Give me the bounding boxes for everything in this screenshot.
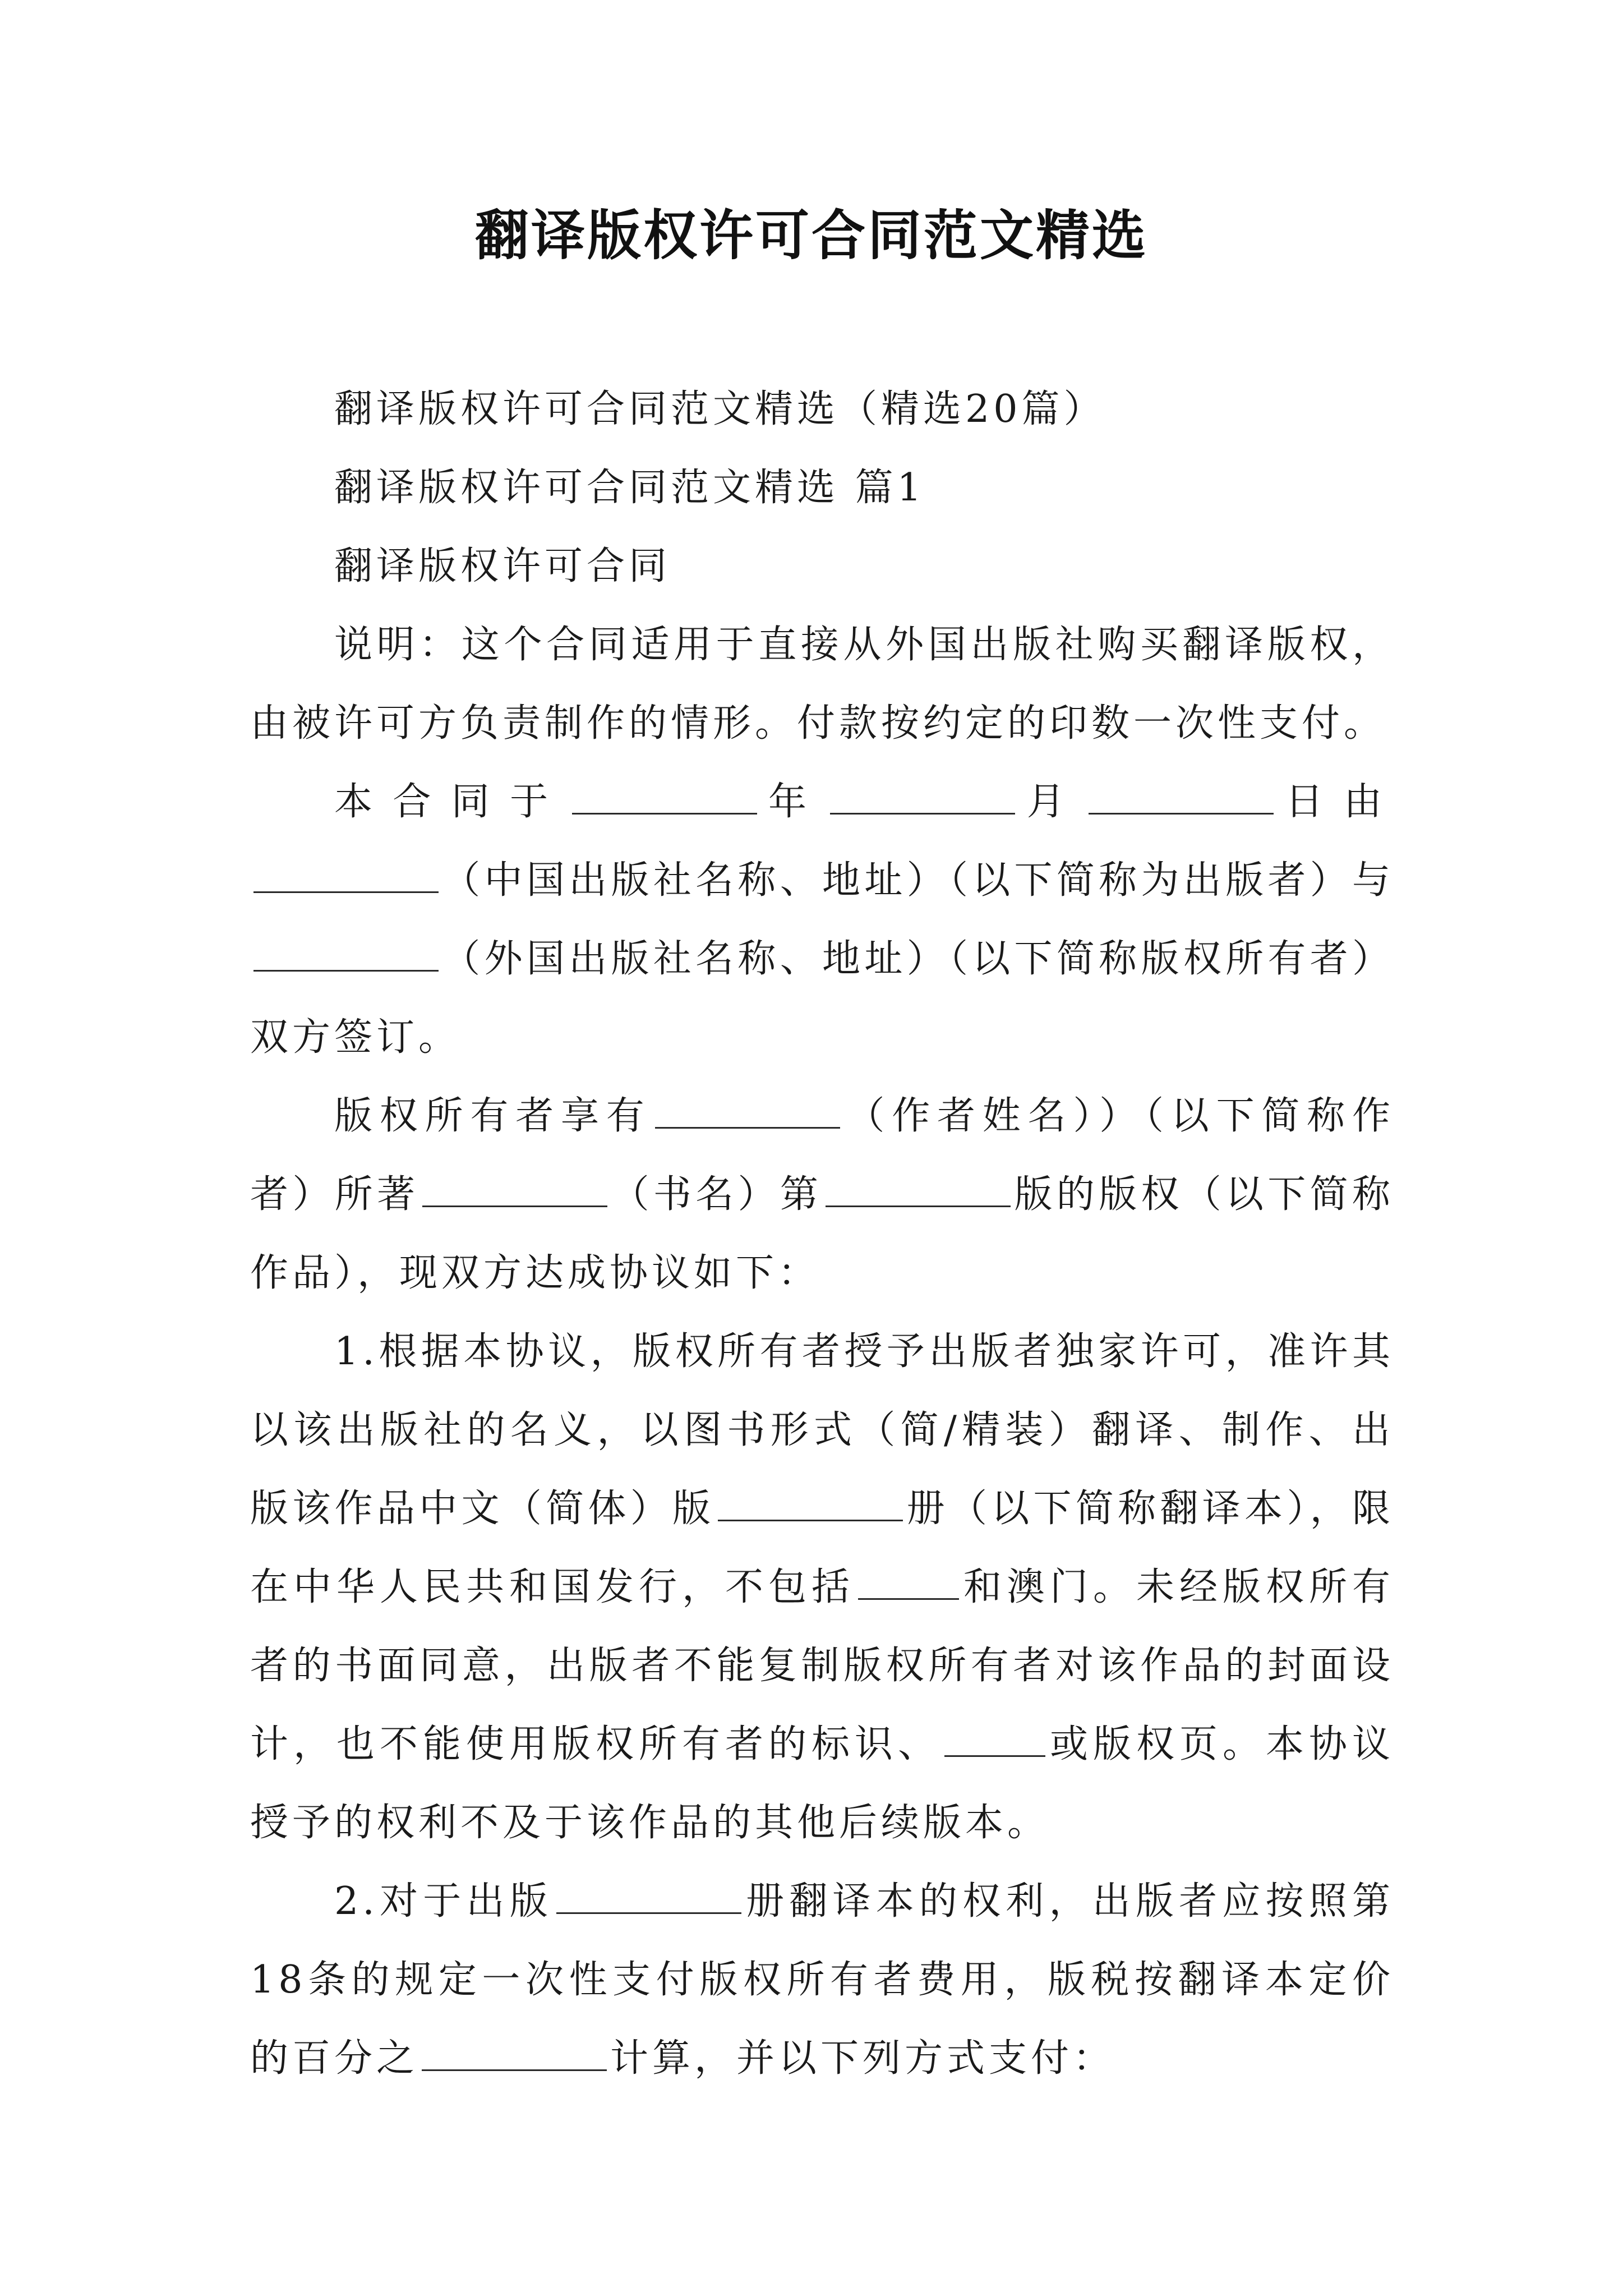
text-clause-2-b: 册翻译本的权利，出版者应按照第18条的规定一次性支付版权所有者费用，版税按翻译本定价的百分之 [250, 1879, 1394, 2081]
text-clause-1-c: 和澳门。未经版权所有者的书面同意，出版者不能复制版权所有者对该作品的封面设计，也不能使用版权所有者的标识、 [250, 1565, 1394, 1766]
text-year: 年 [760, 780, 827, 824]
text-chinese-publisher-note: （中国出版社名称、地址）（以下简称为出版者）与 [442, 858, 1394, 903]
text-author-note: （作者姓名））（以下简称作者）所著 [250, 1094, 1394, 1217]
paragraph-clause-2 [250, 1862, 1394, 2098]
text-owner-intro: 版权所有者享有 [334, 1094, 652, 1138]
text-edition-note: 版的版权（以下简称作品），现双方达成协议如下： [250, 1172, 1394, 1295]
document-body [250, 370, 1394, 2098]
blank-book-title [422, 1173, 607, 1207]
text-clause-1-b: 册（以下简称翻译本），限在中华人民共和国发行，不包括 [250, 1487, 1394, 1609]
paragraph-collection-title: 翻译版权许可合同范文精选（精选20篇） [334, 387, 1106, 431]
blank-print-run [556, 1880, 741, 1914]
text-foreign-publisher-note: （外国出版社名称、地址）（以下简称版权所有者）双方签订。 [250, 937, 1394, 1060]
blank-excluded-region [858, 1566, 959, 1600]
blank-royalty-percent [422, 2037, 607, 2071]
text-contract-date-intro: 本合同于 [334, 780, 569, 824]
document-title: 翻译版权许可合同范文精选 [475, 204, 1148, 267]
blank-month [830, 780, 1015, 815]
text-book-note: （书名）第 [611, 1172, 823, 1217]
text-clause-2-a: 2.对于出版 [334, 1879, 553, 1924]
paragraph-description: 说明：这个合同适用于直接从外国出版社购买翻译版权，由被许可方负责制作的情形。付款按约定的印数一次性支付。 [250, 623, 1394, 746]
text-clause-1-a: 1.根据本协议，版权所有者授予出版者独家许可，准许其以该出版社的名义，以图书形式（简/精装）翻译、制作、出版该作品中文（简体）版 [250, 1329, 1394, 1531]
paragraph-clause-1 [250, 1313, 1394, 1862]
blank-author-name [655, 1094, 840, 1129]
paragraph-parties [250, 763, 1394, 1077]
text-clause-1-d: 或版权页。本协议授予的权利不及于该作品的其他后续版本。 [250, 1722, 1394, 1845]
blank-year [572, 780, 757, 815]
paragraph-contract-name: 翻译版权许可合同 [334, 544, 671, 588]
blank-edition [826, 1173, 1011, 1207]
blank-volume-count [718, 1487, 903, 1521]
text-clause-2-c: 计算，并以下列方式支付： [610, 2036, 1115, 2081]
blank-day [1089, 780, 1274, 815]
blank-foreign-publisher [253, 937, 439, 972]
paragraph-article-heading: 翻译版权许可合同范文精选 篇1 [334, 466, 925, 510]
blank-chinese-publisher [253, 859, 439, 893]
paragraph-copyright-owner [250, 1077, 1394, 1313]
text-day: 日由 [1277, 780, 1394, 824]
text-month: 月 [1018, 780, 1086, 824]
blank-restricted-item [944, 1723, 1045, 1757]
